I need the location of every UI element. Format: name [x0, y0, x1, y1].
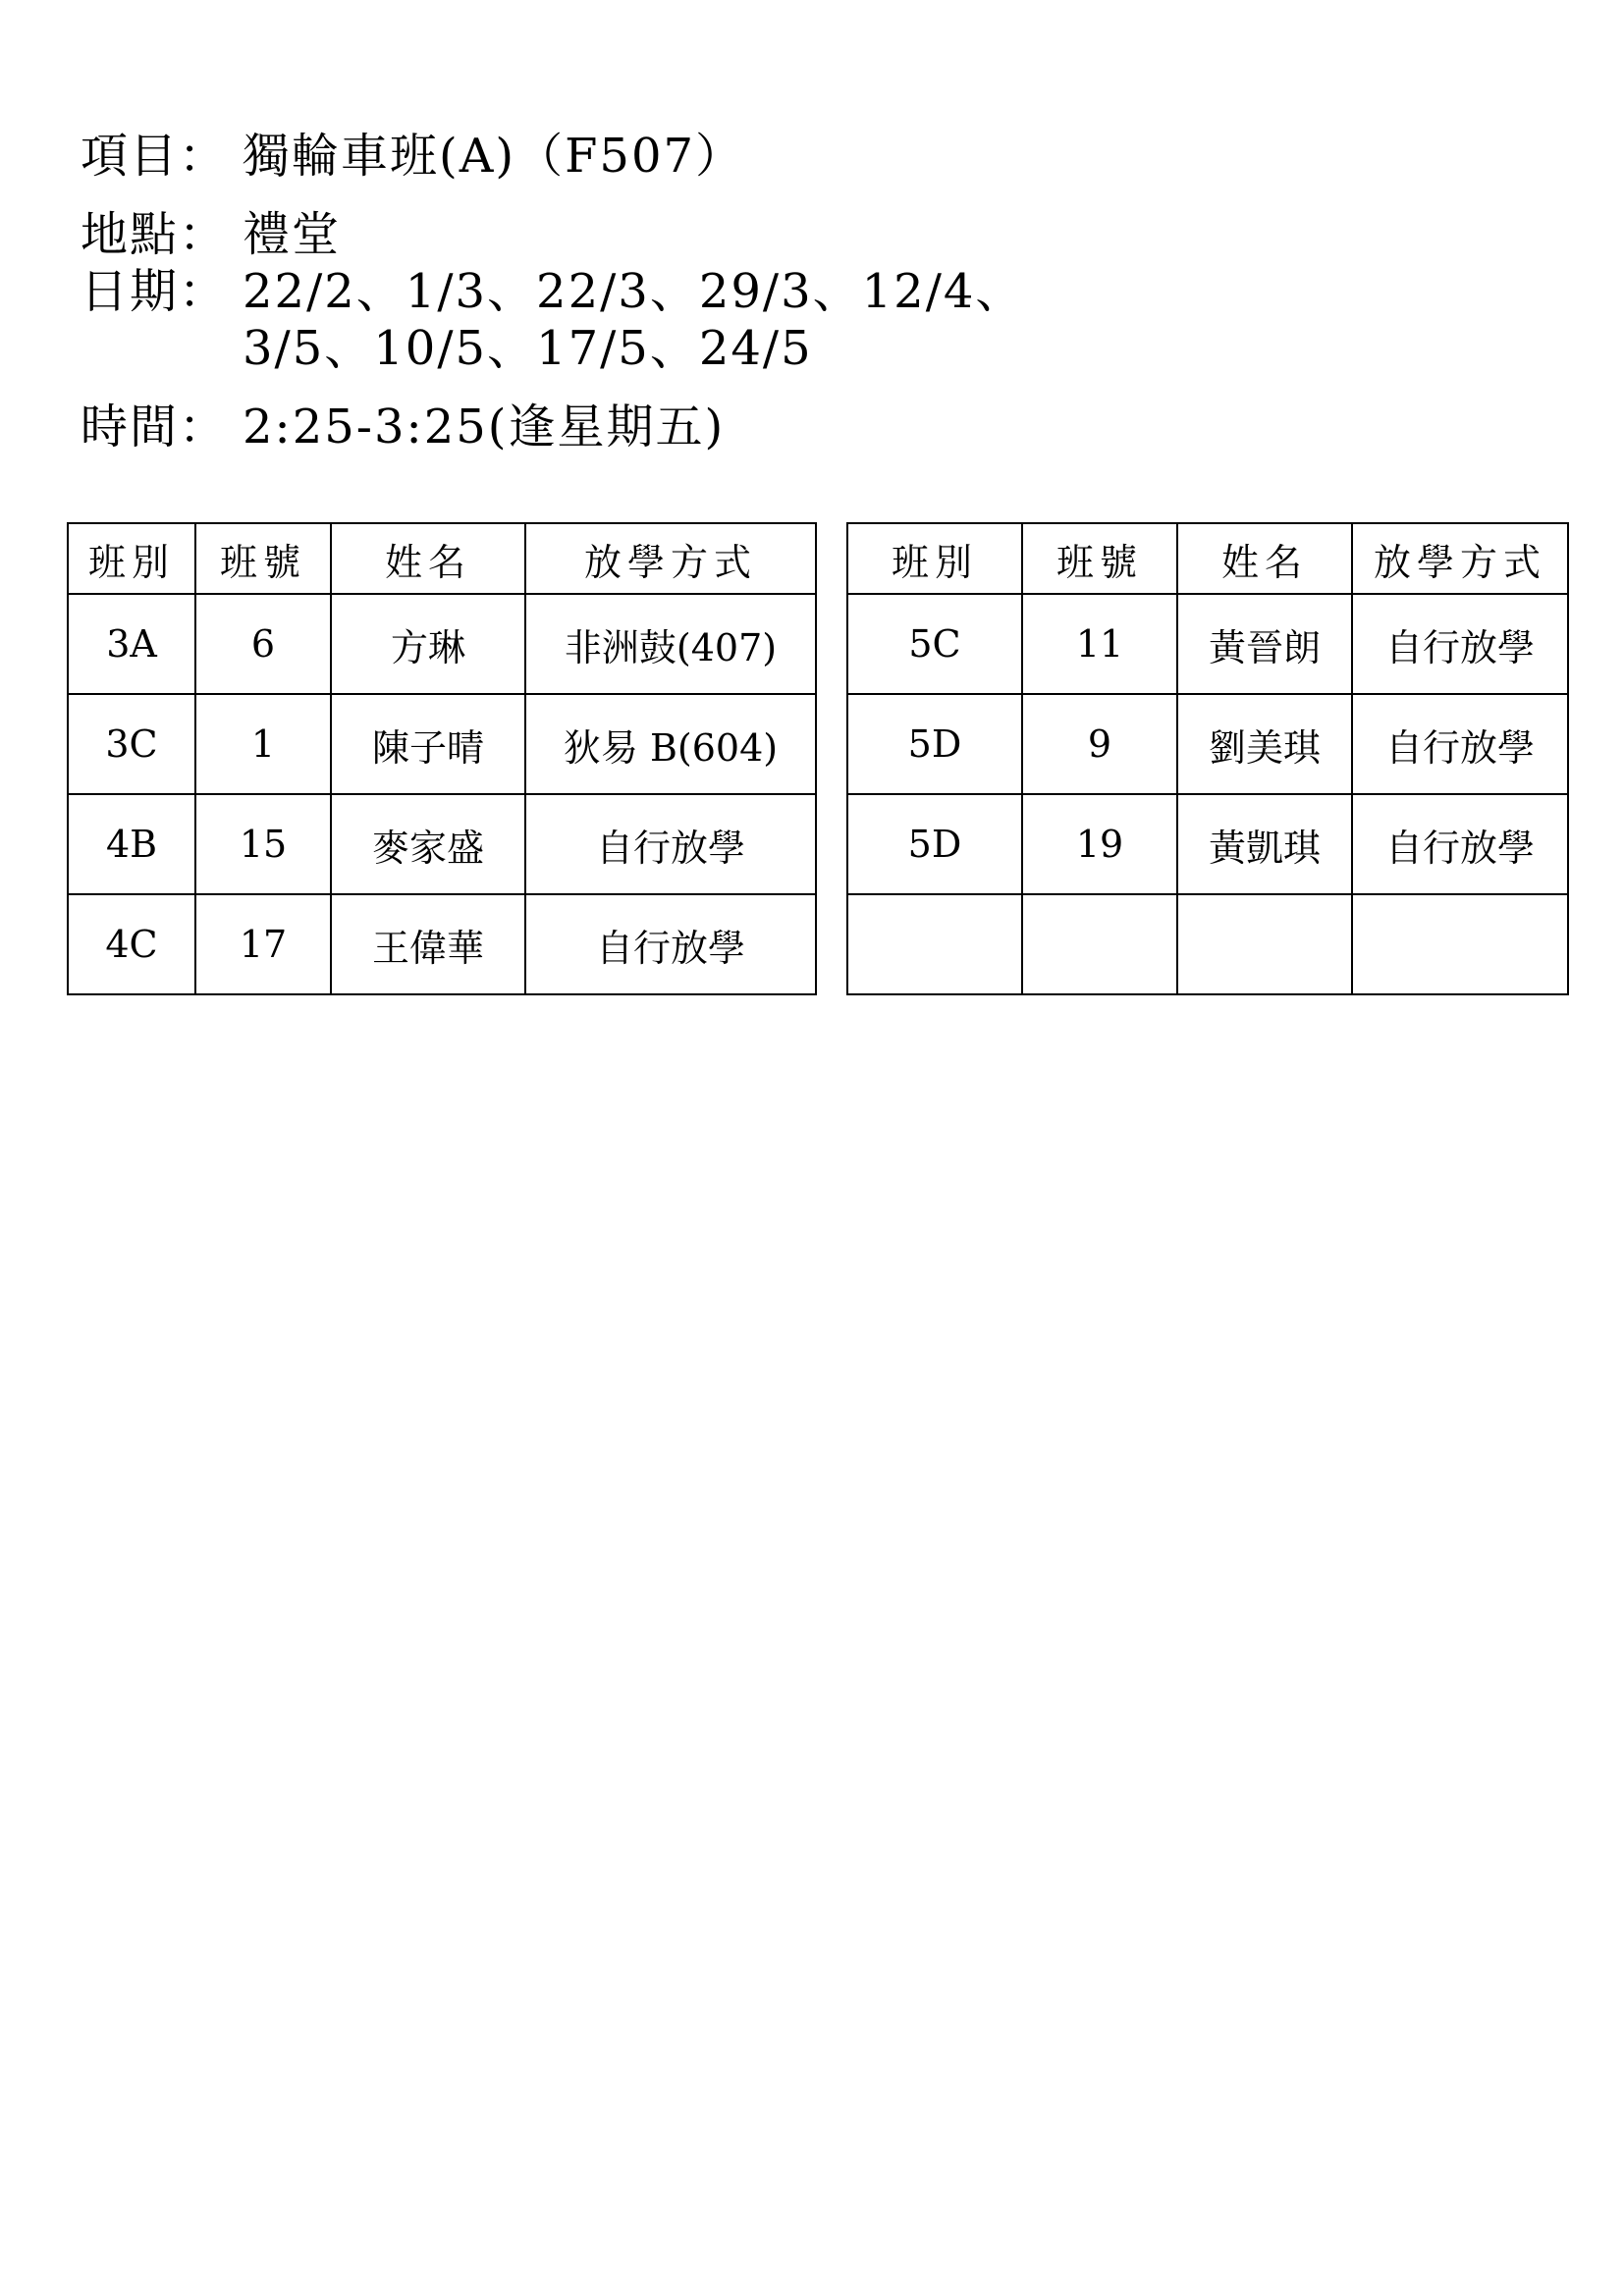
date-value — [243, 263, 1024, 377]
item-row — [81, 128, 1024, 185]
roster-table-left — [67, 522, 817, 995]
cell-empty — [847, 894, 1022, 994]
header-number: 班號 — [195, 523, 331, 594]
header-name: 姓名 — [1177, 523, 1352, 594]
cell-name: 陳子晴 — [331, 694, 525, 794]
cell-number: 15 — [195, 794, 331, 894]
cell-class: 5D — [847, 794, 1022, 894]
cell-number: 19 — [1022, 794, 1177, 894]
time-value: 2:25-3:25(逢星期五) — [243, 400, 726, 454]
activity-info — [81, 128, 1024, 455]
header-class: 班別 — [68, 523, 195, 594]
cell-name: 黃晉朗 — [1177, 594, 1352, 694]
location-label: 地點： — [81, 207, 229, 262]
cell-class: 5C — [847, 594, 1022, 694]
time-row — [81, 399, 1024, 455]
date-row — [81, 263, 1024, 377]
cell-name: 麥家盛 — [331, 794, 525, 894]
cell-class: 4C — [68, 894, 195, 994]
table-row — [68, 594, 816, 694]
cell-dismissal: 非洲鼓(407) — [525, 594, 816, 694]
table-header-row — [847, 523, 1568, 594]
cell-name: 方琳 — [331, 594, 525, 694]
cell-class: 5D — [847, 694, 1022, 794]
cell-dismissal: 自行放學 — [1352, 694, 1568, 794]
table-row — [68, 894, 816, 994]
cell-dismissal: 自行放學 — [525, 794, 816, 894]
cell-dismissal: 自行放學 — [1352, 594, 1568, 694]
header-class: 班別 — [847, 523, 1022, 594]
cell-empty — [1177, 894, 1352, 994]
cell-number: 1 — [195, 694, 331, 794]
header-dismissal: 放學方式 — [1352, 523, 1568, 594]
header-name: 姓名 — [331, 523, 525, 594]
header-dismissal: 放學方式 — [525, 523, 816, 594]
cell-empty — [1022, 894, 1177, 994]
cell-class: 4B — [68, 794, 195, 894]
cell-class: 3A — [68, 594, 195, 694]
cell-class: 3C — [68, 694, 195, 794]
date-value-line1: 22/2、1/3、22/3、29/3、12/4、 — [243, 264, 1025, 319]
cell-dismissal: 自行放學 — [1352, 794, 1568, 894]
location-value: 禮堂 — [243, 207, 342, 262]
location-row — [81, 206, 1024, 263]
roster-table-right — [846, 522, 1569, 995]
table-row — [847, 794, 1568, 894]
table-row-empty — [847, 894, 1568, 994]
table-row — [847, 594, 1568, 694]
cell-number: 11 — [1022, 594, 1177, 694]
date-label: 日期： — [81, 264, 229, 319]
time-label: 時間： — [81, 400, 229, 454]
table-row — [68, 794, 816, 894]
date-value-line2: 3/5、10/5、17/5、24/5 — [243, 321, 813, 376]
cell-number: 17 — [195, 894, 331, 994]
header-number: 班號 — [1022, 523, 1177, 594]
table-row — [68, 694, 816, 794]
cell-name: 劉美琪 — [1177, 694, 1352, 794]
cell-name: 黃凱琪 — [1177, 794, 1352, 894]
cell-dismissal: 自行放學 — [525, 894, 816, 994]
cell-name: 王偉華 — [331, 894, 525, 994]
cell-number: 6 — [195, 594, 331, 694]
item-value: 獨輪車班(A)（F507） — [243, 129, 745, 184]
table-row — [847, 694, 1568, 794]
cell-dismissal: 狄易 B(604) — [525, 694, 816, 794]
cell-empty — [1352, 894, 1568, 994]
item-label: 項目： — [81, 129, 229, 184]
cell-number: 9 — [1022, 694, 1177, 794]
table-header-row — [68, 523, 816, 594]
